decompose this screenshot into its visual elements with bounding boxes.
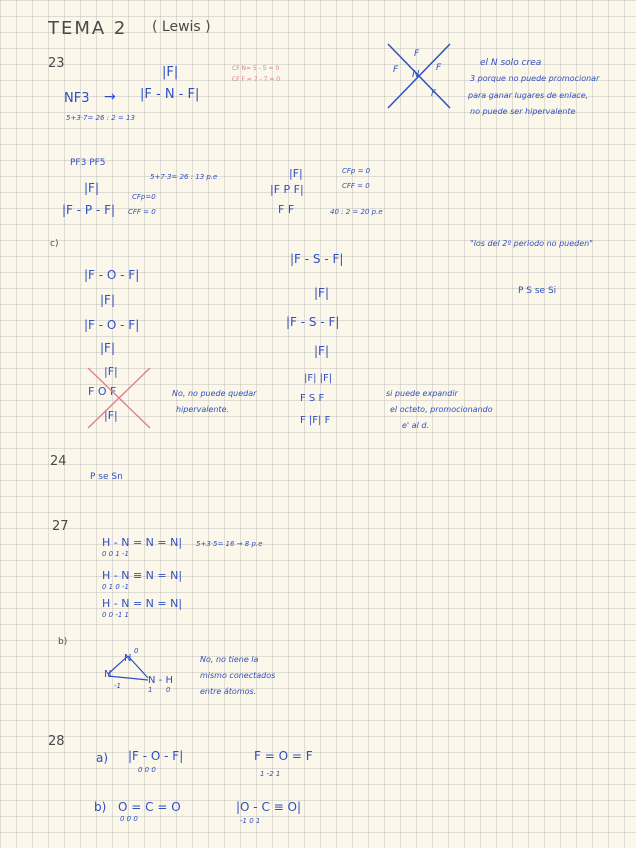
nf3-formula: NF3 (64, 91, 90, 106)
exercise-23-number: 23 (48, 56, 65, 71)
part-b-label: b) (58, 637, 68, 647)
hn3-charges-3: 0 0 -1 1 (102, 611, 130, 619)
of2-single-charges: 0 0 0 (138, 766, 156, 774)
sf4-bottom: |F| (314, 344, 329, 358)
ring-n-left: N (104, 669, 112, 680)
sf4-lewis: |F - S - F| (286, 315, 340, 329)
part-c-label: c) (50, 239, 59, 249)
pf-labels: PF3 PF5 (70, 158, 106, 168)
pf-electron-count: 5+7·3= 26 : 13 p.e (150, 173, 218, 181)
page-title: TEMA 2 (48, 18, 128, 39)
sf6-note-line2: el octeto, promocionando (390, 405, 493, 414)
of4-bottom: |F| (100, 341, 115, 355)
sf2-lewis: |F - S - F| (290, 252, 344, 266)
nf3-electron-count: 5+3·7= 26 : 2 = 13 (66, 114, 135, 122)
ring-note-line2: mismo conectados (200, 671, 276, 680)
co2-double-bonds: O = C = O (118, 800, 181, 814)
of4-top: |F| (100, 293, 115, 307)
pf5-mid-row: |F P F| (270, 183, 304, 196)
ring-charge-top: 0 (134, 647, 139, 655)
nf3-top-f: |F| (162, 65, 179, 80)
of4-lewis: |F - O - F| (84, 318, 140, 332)
hn3-structure-2: H - N ≡ N = N| (102, 569, 183, 582)
ring-charge-h: 0 (166, 686, 171, 694)
sf4-top: |F| (314, 286, 329, 300)
pf3-cf-f: CFF = 0 (128, 208, 156, 216)
of6-note-line1: No, no puede quedar (172, 389, 257, 398)
pf3-top-f: |F| (84, 181, 99, 195)
note-n-line3: para ganar lugares de enlace, (468, 91, 589, 100)
of6-mid: F O F (88, 385, 117, 398)
nf5-n: N (412, 69, 420, 80)
note-n-line1: el N solo crea (480, 58, 542, 68)
sf6-note-line3: e' al d. (402, 421, 429, 430)
exercise-27-number: 27 (52, 519, 69, 534)
ex28-part-a-label: a) (96, 751, 109, 765)
sf6-note-line1: si puede expandir (386, 389, 458, 398)
formal-charge-n: CF N= 5 - 5 = 0 (232, 65, 280, 72)
ex24-answer: P se Sn (90, 472, 123, 482)
pf3-cf-p: CFp=0 (132, 193, 156, 201)
p-s-se-si: P S se Si (518, 286, 557, 296)
hn3-structure-1: H - N = N = N| (102, 536, 183, 549)
pf5-electron-count: 40 : 2 = 20 p.e (330, 208, 383, 216)
note-n-line4: no puede ser hipervalente (470, 107, 576, 116)
ring-note-line3: entre átomos. (200, 687, 257, 696)
nf5-f-right: F (436, 63, 442, 73)
of6-bottom: |F| (104, 409, 118, 422)
exercise-28-number: 28 (48, 734, 65, 749)
pf5-top-f: |F| (289, 167, 303, 180)
nf5-f-top: F (414, 49, 420, 59)
of2-double-charges: 1 -2 1 (260, 770, 281, 778)
hn3-charges-1: 0 0 1 -1 (102, 550, 130, 558)
ex28-part-b-label: b) (94, 800, 107, 814)
page-subtitle: ( Lewis ) (152, 19, 211, 35)
pf3-lewis-row: |F - P - F| (62, 203, 116, 217)
nf3-lewis-row: |F - N - F| (140, 87, 200, 102)
of2-lewis: |F - O - F| (84, 268, 140, 282)
hn3-charges-2: 0 1 0 -1 (102, 583, 130, 591)
pf5-bottom-row: F F (278, 203, 295, 216)
pf5-cf-p: CFp = 0 (342, 167, 371, 175)
hn3-structure-3: H - N = N = N| (102, 597, 183, 610)
ring-charge-left: -1 (114, 682, 121, 690)
ring-note-line1: No, no tiene la (200, 655, 259, 664)
sf6-bottom: F |F| F (300, 415, 331, 426)
hn3-electron-count: 5+3·5= 16 → 8 p.e (196, 540, 263, 548)
of2-single-bonds: |F - O - F| (128, 749, 184, 763)
of2-double-bonds: F = O = F (254, 749, 313, 763)
pf5-cf-f: CFF = 0 (342, 182, 370, 190)
co2-triple-bond: |O - C ≡ O| (236, 800, 301, 814)
ring-charge-n: 1 (148, 686, 153, 694)
of6-note-line2: hipervalente. (176, 405, 230, 414)
exercise-24-number: 24 (50, 454, 67, 469)
nf5-f-bottom: F (431, 89, 437, 99)
of6-top: |F| (104, 365, 118, 378)
note-n-line2: 3 porque no puede promocionar (470, 74, 600, 83)
of6-cross-out-icon (86, 366, 152, 430)
formal-charge-f: CF F = 7 - 7 = 0 (232, 76, 281, 83)
sf6-mid: F S F (300, 393, 325, 404)
co2-double-charges: 0 0 0 (120, 815, 138, 823)
sf6-top: |F| |F| (304, 373, 333, 384)
nf5-f-left: F (393, 65, 399, 75)
ring-n-top: N (124, 653, 132, 664)
arrow-icon: → (104, 89, 116, 105)
co2-triple-charges: -1 0 1 (240, 817, 261, 825)
second-period-quote: "los del 2º periodo no pueden" (470, 239, 593, 248)
ring-n-h: N - H (148, 675, 173, 686)
